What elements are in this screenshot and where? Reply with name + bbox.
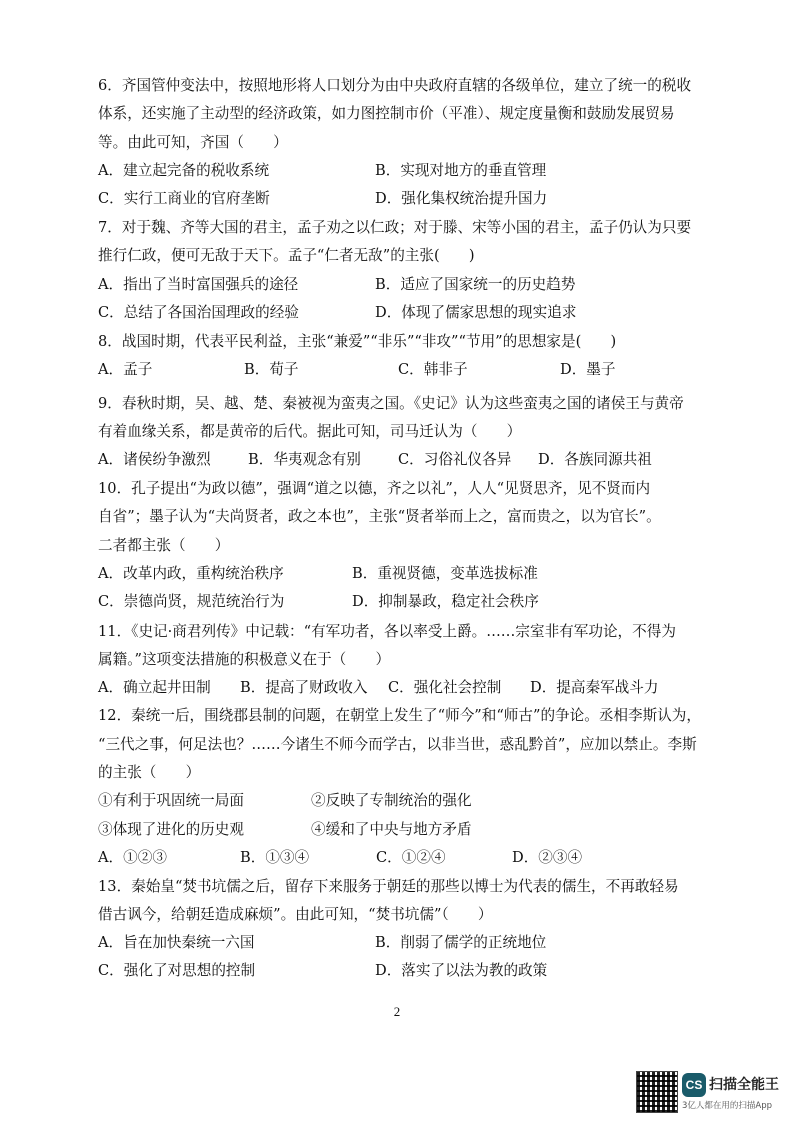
page-number: 2 xyxy=(393,1004,401,1019)
q11-option-a: A．确立起井田制 xyxy=(98,679,211,696)
q7-option-b: B．适应了国家统一的历史趋势 xyxy=(375,276,576,293)
q10-option-b: B．重视贤德，变革选拔标准 xyxy=(352,565,538,582)
q7-option-c: C．总结了各国治国理政的经验 xyxy=(98,304,299,321)
q13-option-c: C．强化了对思想的控制 xyxy=(98,962,256,979)
q7-stem-line-1: 7．对于魏、齐等大国的君主，孟子劝之以仁政；对于滕、宋等小国的君主，孟子仍认为只要 xyxy=(98,219,692,236)
q9-option-a: A．诸侯纷争激烈 xyxy=(98,451,211,468)
q7-stem-line-2: 推行仁政，便可无敌于天下。孟子“仁者无敌”的主张( ) xyxy=(98,247,475,264)
q12-option-d: D．②③④ xyxy=(512,849,583,866)
q13-option-b: B．削弱了儒学的正统地位 xyxy=(375,934,547,951)
scanner-watermark xyxy=(636,1071,786,1115)
q12-item-3: ③体现了进化的历史观 xyxy=(98,821,244,838)
q8-stem-line-1: 8．战国时期，代表平民利益，主张“兼爱”“非乐”“非攻”“节用”的思想家是( ) xyxy=(98,333,617,350)
q13-stem-line-2: 借古讽今，给朝廷造成麻烦”。由此可知，“焚书坑儒”（ ） xyxy=(98,906,493,923)
q13-option-a: A．旨在加快秦统一六国 xyxy=(98,934,255,951)
q11-stem-line-1: 11．《史记·商君列传》中记载：“有军功者，各以率受上爵。……宗室非有军功论，不得为 xyxy=(98,623,676,640)
q6-option-c: C．实行工商业的官府垄断 xyxy=(98,190,270,207)
q12-item-4: ④缓和了中央与地方矛盾 xyxy=(311,821,472,838)
q9-stem-line-2: 有着血缘关系，都是黄帝的后代。据此可知，司马迁认为（ ） xyxy=(98,423,522,440)
q6-stem-line-3: 等。由此可知，齐国（ ） xyxy=(98,134,288,151)
q12-option-b: B．①③④ xyxy=(240,849,310,866)
qr-code-icon xyxy=(636,1071,678,1113)
q11-option-b: B．提高了财政收入 xyxy=(240,679,368,696)
q8-option-a: A．孟子 xyxy=(98,361,153,378)
q6-option-b: B．实现对地方的垂直管理 xyxy=(375,162,547,179)
q8-option-c: C．韩非子 xyxy=(398,361,468,378)
q12-option-a: A．①②③ xyxy=(98,849,167,866)
q6-stem-line-1: 6．齐国管仲变法中，按照地形将人口划分为由中央政府直辖的各级单位，建立了统一的税收 xyxy=(98,77,692,94)
q10-option-c: C．崇德尚贤，规范统治行为 xyxy=(98,593,285,610)
q8-option-d: D．墨子 xyxy=(560,361,616,378)
q10-option-a: A．改革内政，重构统治秩序 xyxy=(98,565,284,582)
q12-option-c: C．①②④ xyxy=(376,849,446,866)
q9-option-b: B．华夷观念有别 xyxy=(248,451,361,468)
watermark-tagline: 3亿人都在用的扫描App xyxy=(682,1101,773,1111)
q12-item-2: ②反映了专制统治的强化 xyxy=(311,792,472,809)
q12-stem-line-2: “三代之事，何足法也？……今诸生不师今而学古，以非当世，惑乱黔首”，应加以禁止。李斯 xyxy=(98,736,697,753)
q7-option-a: A．指出了当时富国强兵的途径 xyxy=(98,276,299,293)
q10-stem-line-3: 二者都主张（ ） xyxy=(98,537,230,554)
q10-stem-line-1: 10．孔子提出“为政以德”，强调“道之以德，齐之以礼”，人人“见贤思齐，见不贤而内 xyxy=(98,480,651,497)
q9-stem-line-1: 9．春秋时期，吴、越、楚、秦被视为蛮夷之国。《史记》认为这些蛮夷之国的诸侯王与黄帝 xyxy=(98,395,684,412)
q9-option-d: D．各族同源共祖 xyxy=(538,451,652,468)
q6-stem-line-2: 体系，还实施了主动型的经济政策，如力图控制市价（平准）、规定度量衡和鼓励发展贸易 xyxy=(98,105,675,122)
q10-option-d: D．抑制暴政，稳定社会秩序 xyxy=(352,593,539,610)
q13-option-d: D．落实了以法为教的政策 xyxy=(375,962,548,979)
q6-option-a: A．建立起完备的税收系统 xyxy=(98,162,270,179)
q11-option-c: C．强化社会控制 xyxy=(388,679,502,696)
q6-option-d: D．强化集权统治提升国力 xyxy=(375,190,548,207)
q11-option-d: D．提高秦军战斗力 xyxy=(530,679,659,696)
q12-item-1: ①有利于巩固统一局面 xyxy=(98,792,244,809)
watermark-brand: 扫描全能王 xyxy=(709,1077,779,1093)
q8-option-b: B．荀子 xyxy=(244,361,299,378)
q10-stem-line-2: 自省”；墨子认为“夫尚贤者，政之本也”，主张“贤者举而上之，富而贵之，以为官长”。 xyxy=(98,508,661,525)
q11-stem-line-2: 属籍。”这项变法措施的积极意义在于（ ） xyxy=(98,651,391,668)
q12-stem-line-3: 的主张（ ） xyxy=(98,764,201,781)
q7-option-d: D．体现了儒家思想的现实追求 xyxy=(375,304,577,321)
camscanner-logo: CS xyxy=(682,1073,706,1097)
q12-stem-line-1: 12．秦统一后，围绕郡县制的问题，在朝堂上发生了“师今”和“师古”的争论。丞相李斯认为， xyxy=(98,707,701,724)
q13-stem-line-1: 13．秦始皇“焚书坑儒之后，留存下来服务于朝廷的那些以博士为代表的儒生，不再敢轻易 xyxy=(98,878,679,895)
q9-option-c: C．习俗礼仪各异 xyxy=(398,451,512,468)
